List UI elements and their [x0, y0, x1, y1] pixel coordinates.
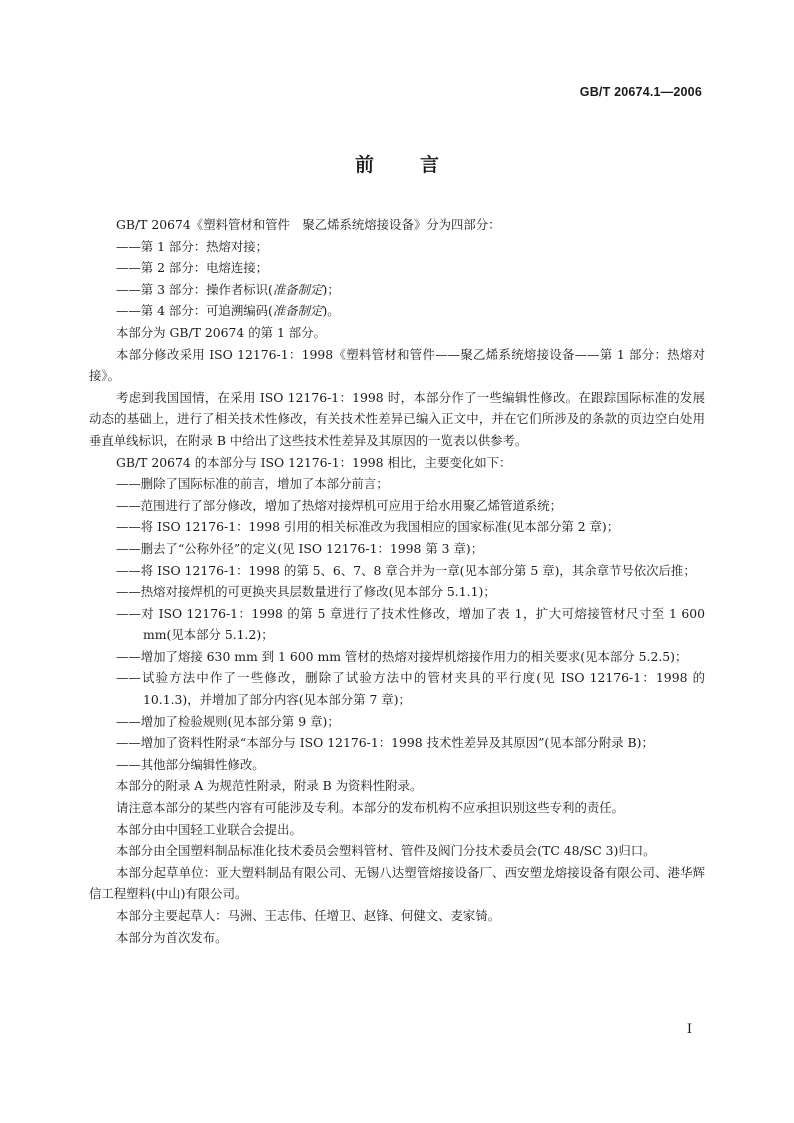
list-item: ——增加了资料性附录“本部分与 ISO 12176-1：1998 技术性差异及其原因”(见本部分附录 B)； — [116, 735, 654, 751]
list-item: ——将 ISO 12176-1：1998 的第 5、6、7、8 章合并为一章(见本部分第 5 章)，其余章节号依次后推； — [116, 562, 696, 578]
paragraph: 本部分的附录 A 为规范性附录，附录 B 为资料性附录。 — [116, 778, 423, 794]
foreword-body — [89, 214, 705, 948]
list-item: ——热熔对接焊机的可更换夹具层数量进行了修改(见本部分 5.1.1)； — [116, 584, 496, 600]
page-number: I — [686, 1022, 692, 1037]
paragraph: 本部分由全国塑料制品标准化技术委员会塑料管材、管件及阀门分技术委员会(TC 48/SC 3)归口。 — [116, 843, 656, 859]
list-item: ——删除了国际标准的前言，增加了本部分前言； — [116, 476, 389, 492]
paragraph: 本部分起草单位：亚大塑料制品有限公司、无锡八达塑管熔接设备厂、西安塑龙熔接设备有限公司、港华辉信工程塑料(中山)有限公司。 — [89, 864, 705, 902]
list-item: ——范围进行了部分修改，增加了热熔对接焊机可应用于给水用聚乙烯管道系统； — [116, 497, 563, 513]
paragraph: 本部分为首次发布。 — [116, 929, 228, 945]
list-item-part-1: ——第 1 部分：热熔对接； — [116, 238, 269, 254]
list-item-text: )。 — [322, 303, 340, 319]
list-item-text: ——第 3 部分：操作者标识( — [116, 281, 273, 297]
list-item-part-2: ——第 2 部分：电熔连接； — [116, 260, 269, 276]
list-item-part-4 — [89, 300, 705, 322]
standard-code: GB/T 20674.1—2006 — [579, 85, 702, 99]
list-item: ——将 ISO 12176-1：1998 引用的相关标准改为我国相应的国家标准(见本部分第 2 章)； — [116, 519, 620, 535]
list-item: ——试验方法中作了一些修改，删除了试验方法中的管材夹具的平行度(见 ISO 12176-1：1998 的 10.1.3)，并增加了部分内容(见本部分第 7 章)； — [116, 670, 705, 708]
list-item: ——对 ISO 12176-1：1998 的第 5 章进行了技术性修改，增加了表 1，扩大可熔接管材尺寸至 1 600 mm(见本部分 5.1.2)； — [116, 605, 705, 643]
emphasis-text: 准备制定 — [272, 281, 323, 297]
list-item-text: )； — [322, 281, 340, 297]
paragraph: 请注意本部分的某些内容有可能涉及专利。本部分的发布机构不应承担识别这些专利的责任。 — [116, 800, 625, 816]
list-item-text: ——第 4 部分：可追溯编码( — [116, 303, 273, 319]
list-item: ——删去了“公称外径”的定义(见 ISO 12176-1：1998 第 3 章)； — [116, 540, 484, 556]
paragraph: 考虑到我国国情，在采用 ISO 12176-1：1998 时，本部分作了一些编辑性修改。在跟踪国际标准的发展动态的基础上，进行了相关技术性修改，有关技术性差异已编入正文中，并在它们所涉及的条款的页边空白处用垂直单线标识，在附录 B 中给出了这些技术性差异及其原因的一览表以供参考。 — [89, 389, 705, 448]
paragraph: 本部分修改采用 ISO 12176-1：1998《塑料管材和管件——聚乙烯系统熔接设备——第 1 部分：热熔对接》。 — [89, 346, 705, 384]
list-item-part-3 — [89, 279, 705, 301]
emphasis-text: 准备制定 — [272, 303, 323, 319]
paragraph: 本部分由中国轻工业联合会提出。 — [116, 821, 302, 837]
paragraph: 本部分主要起草人：马洲、王志伟、任增卫、赵锋、何健文、麦家锜。 — [116, 908, 501, 923]
paragraph: 本部分为 GB/T 20674 的第 1 部分。 — [116, 324, 326, 340]
paragraph-intro: GB/T 20674《塑料管材和管件 聚乙烯系统熔接设备》分为四部分： — [116, 217, 501, 232]
paragraph: GB/T 20674 的本部分与 ISO 12176-1：1998 相比，主要变化如下： — [116, 454, 512, 470]
list-item: ——其他部分编辑性修改。 — [116, 756, 265, 772]
list-item: ——增加了检验规则(见本部分第 9 章)； — [116, 713, 340, 729]
page-title: 前言 — [354, 154, 485, 176]
list-item: ——增加了熔接 630 mm 到 1 600 mm 管材的热熔对接焊机熔接作用力的相关要求(见本部分 5.2.5)； — [116, 648, 688, 664]
